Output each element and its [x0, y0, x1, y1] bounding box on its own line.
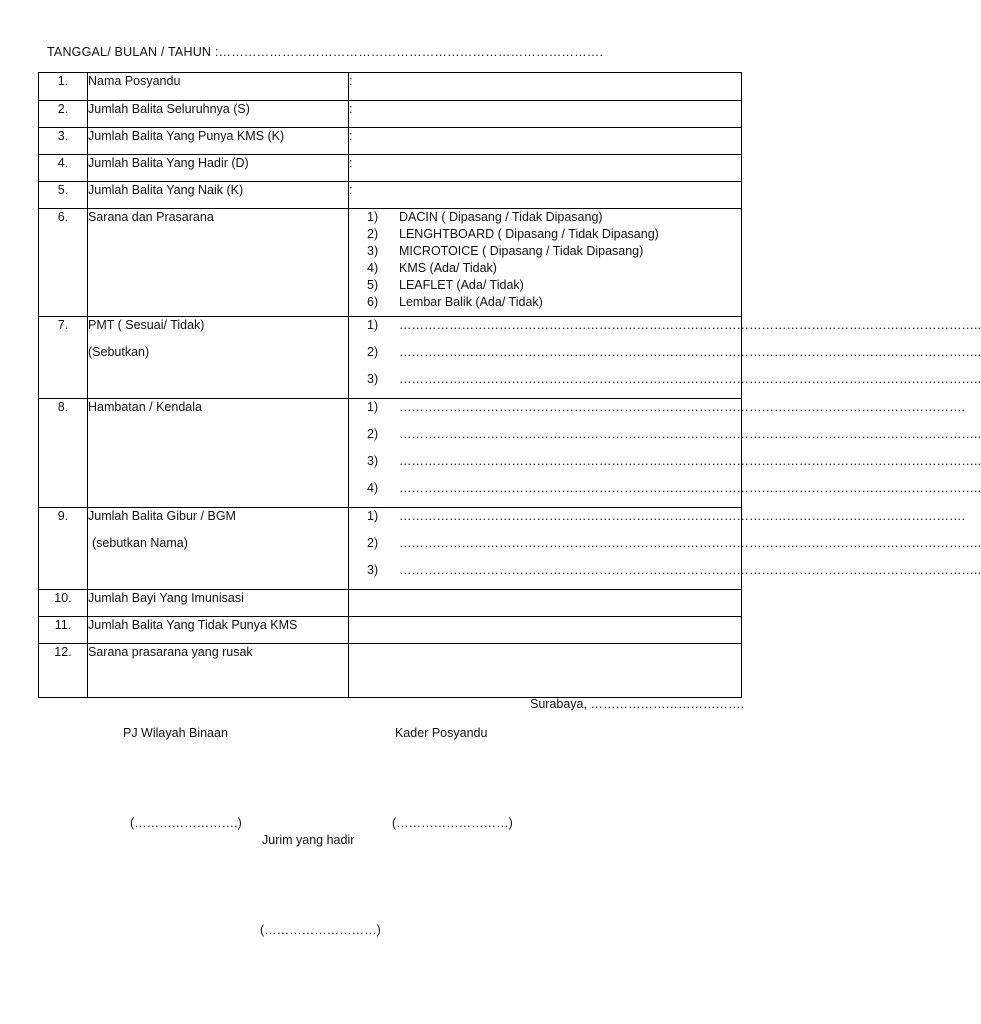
- table-row: [39, 73, 742, 101]
- colon: :: [349, 129, 353, 143]
- colon: :: [349, 74, 353, 88]
- fill-in-line[interactable]: 3) …………………………………………………………………………………………………………………………..: [367, 372, 981, 386]
- row-number: 9.: [39, 508, 88, 590]
- kader-signature-blank[interactable]: (………………………): [392, 816, 513, 830]
- list-item[interactable]: 5) LEAFLET (Ada/ Tidak): [367, 278, 524, 292]
- row-label: Jumlah Balita Gibur / BGM: [88, 509, 236, 523]
- table-row: [39, 209, 742, 317]
- fill-in-line[interactable]: 2) …………………………………………………………………………………………………………………………..: [367, 345, 981, 359]
- fill-in-line[interactable]: 3) …………………………………………………………………………………………………………………………..: [367, 563, 981, 577]
- row-label: Nama Posyandu: [88, 73, 349, 101]
- row-label-cell: [88, 317, 349, 399]
- row-label: Jumlah Balita Yang Punya KMS (K): [88, 128, 349, 155]
- row-number: 8.: [39, 399, 88, 508]
- row-number: 7.: [39, 317, 88, 399]
- kader-posyandu-title: Kader Posyandu: [395, 726, 488, 740]
- fill-in-line[interactable]: 3) …………………………………………………………………………………………………………………………..: [367, 454, 981, 468]
- list-item[interactable]: 1) DACIN ( Dipasang / Tidak Dipasang): [367, 210, 603, 224]
- row-label: Sarana dan Prasarana: [88, 209, 349, 317]
- row-label-cell: [88, 508, 349, 590]
- table-row: [39, 155, 742, 182]
- fill-in-line[interactable]: 1) ……………………………………………………………………………………………………………………….: [367, 509, 965, 523]
- row-value-field[interactable]: [349, 73, 742, 101]
- facilities-list: [349, 209, 741, 311]
- row-value-field[interactable]: [349, 644, 742, 698]
- gibur-list-cell: [349, 508, 981, 590]
- row-number: 1.: [39, 73, 88, 101]
- row-value-field[interactable]: [349, 128, 742, 155]
- table-row: [39, 617, 742, 644]
- row-label: Hambatan / Kendala: [88, 399, 349, 508]
- row-number: 6.: [39, 209, 88, 317]
- row-label: Jumlah Balita Seluruhnya (S): [88, 101, 349, 128]
- place-date-line[interactable]: Surabaya, ……………………………….: [530, 697, 744, 711]
- table-row: [39, 101, 742, 128]
- jurim-title: Jurim yang hadir: [262, 833, 355, 847]
- row-value-field[interactable]: [349, 590, 742, 617]
- row-sublabel: (Sebutkan): [88, 345, 150, 359]
- row-number: 5.: [39, 182, 88, 209]
- pj-signature-blank[interactable]: (…………………….): [130, 816, 242, 830]
- row-label: Jumlah Bayi Yang Imunisasi: [88, 590, 349, 617]
- row-label: Jumlah Balita Yang Tidak Punya KMS: [88, 617, 349, 644]
- table-row: [39, 399, 742, 508]
- row-number: 11.: [39, 617, 88, 644]
- fill-in-line[interactable]: 4) …………………………………………………………………………………………………………………………..: [367, 481, 981, 495]
- row-label: PMT ( Sesuai/ Tidak): [88, 318, 205, 332]
- obstacles-list: [349, 399, 981, 507]
- row-label: Jumlah Balita Yang Naik (K): [88, 182, 349, 209]
- table-row: [39, 317, 742, 399]
- list-item[interactable]: 6) Lembar Balik (Ada/ Tidak): [367, 295, 543, 309]
- row-number: 10.: [39, 590, 88, 617]
- date-line[interactable]: TANGGAL/ BULAN / TAHUN :……………………………………………………………………………….: [47, 45, 604, 59]
- row-number: 3.: [39, 128, 88, 155]
- fill-in-line[interactable]: 2) …………………………………………………………………………………………………………………………..: [367, 536, 981, 550]
- row-number: 2.: [39, 101, 88, 128]
- pmt-list-cell: [349, 317, 981, 399]
- row-number: 4.: [39, 155, 88, 182]
- row-sublabel: (sebutkan Nama): [92, 536, 188, 550]
- row-value-field[interactable]: [349, 155, 742, 182]
- table-row: [39, 644, 742, 698]
- colon: :: [349, 183, 353, 197]
- facilities-list-cell: [349, 209, 742, 317]
- row-value-field[interactable]: [349, 182, 742, 209]
- table-row: [39, 508, 742, 590]
- pmt-list: [349, 317, 981, 398]
- fill-in-line[interactable]: 1) …………………………………………………………………………………………………………………………..: [367, 318, 981, 332]
- colon: :: [349, 156, 353, 170]
- gibur-list: [349, 508, 981, 589]
- colon: :: [349, 102, 353, 116]
- table-row: [39, 590, 742, 617]
- fill-in-line[interactable]: 2) …………………………………………………………………………………………………………………………..: [367, 427, 981, 441]
- obstacles-list-cell: [349, 399, 981, 508]
- list-item[interactable]: 3) MICROTOICE ( Dipasang / Tidak Dipasang): [367, 244, 644, 258]
- row-number: 12.: [39, 644, 88, 698]
- list-item[interactable]: 4) KMS (Ada/ Tidak): [367, 261, 497, 275]
- jurim-signature-blank[interactable]: (………………………): [260, 923, 381, 937]
- row-label: Jumlah Balita Yang Hadir (D): [88, 155, 349, 182]
- table-row: [39, 182, 742, 209]
- posyandu-report-table: [38, 72, 981, 698]
- list-item[interactable]: 2) LENGHTBOARD ( Dipasang / Tidak Dipasang): [367, 227, 659, 241]
- row-value-field[interactable]: [349, 617, 742, 644]
- row-value-field[interactable]: [349, 101, 742, 128]
- table-row: [39, 128, 742, 155]
- row-label: Sarana prasarana yang rusak: [88, 644, 349, 698]
- pj-wilayah-title: PJ Wilayah Binaan: [123, 726, 228, 740]
- fill-in-line[interactable]: 1) ……………………………………………………………………………………………………………………….: [367, 400, 965, 414]
